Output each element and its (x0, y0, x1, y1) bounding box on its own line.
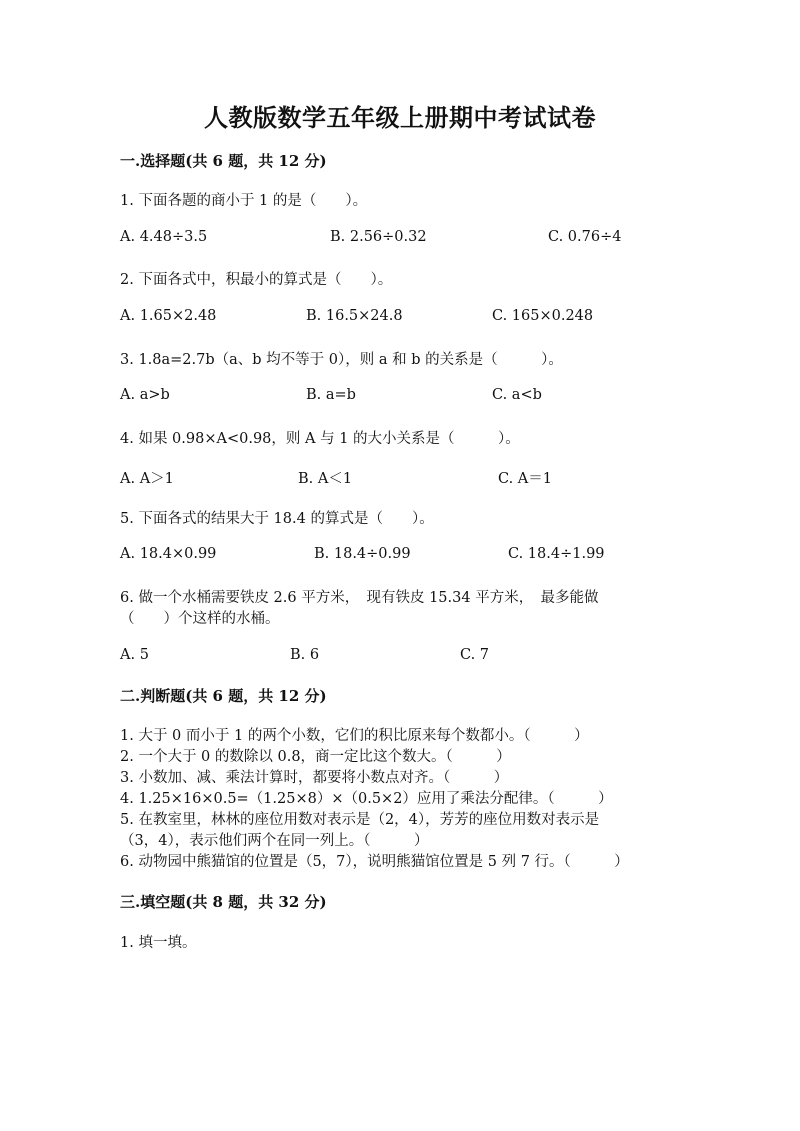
option-c: C. 7 (460, 647, 490, 663)
section-heading-true-false: 二.判断题(共 6 题，共 12 分) (120, 687, 327, 705)
option-b: B. a=b (306, 387, 356, 403)
question-stem: 6. 做一个水桶需要铁皮 2.6 平方米， 现有铁皮 15.34 平方米， 最多能做 (120, 590, 599, 606)
option-b: B. 16.5×24.8 (306, 308, 403, 324)
question-stem: 2. 下面各式中，积最小的算式是（ ）。 (120, 272, 393, 288)
option-c: C. 0.76÷4 (548, 229, 622, 245)
option-a: A. a>b (120, 387, 170, 403)
option-a: A. 1.65×2.48 (120, 308, 217, 324)
true-false-item: 4. 1.25×16×0.5=（1.25×8）×（0.5×2）应用了乘法分配律。（ ） (120, 791, 613, 807)
page-title: 人教版数学五年级上册期中考试试卷 (204, 103, 596, 132)
option-c: C. a<b (492, 387, 542, 403)
section-heading-fill-in: 三.填空题(共 8 题，共 32 分) (120, 893, 327, 911)
option-b: B. A＜1 (298, 471, 353, 487)
true-false-item: 1. 大于 0 而小于 1 的两个小数，它们的积比原来每个数都小。（ ） (120, 728, 589, 744)
true-false-item: 6. 动物园中熊猫馆的位置是（5，7），说明熊猫馆位置是 5 列 7 行。（ ） (120, 854, 629, 870)
true-false-item-continued: （3，4），表示他们两个在同一列上。（ ） (120, 833, 429, 849)
question-stem: 3. 1.8a=2.7b（a、b 均不等于 0），则 a 和 b 的关系是（ ）。 (120, 352, 563, 368)
option-b: B. 18.4÷0.99 (314, 546, 411, 562)
option-b: B. 2.56÷0.32 (330, 229, 427, 245)
option-b: B. 6 (290, 647, 320, 663)
section-heading-multiple-choice: 一.选择题(共 6 题，共 12 分) (120, 152, 327, 170)
question-stem: 5. 下面各式的结果大于 18.4 的算式是（ ）。 (120, 511, 434, 527)
true-false-item: 2. 一个大于 0 的数除以 0.8，商一定比这个数大。（ ） (120, 749, 511, 765)
option-a: A. 5 (120, 647, 149, 663)
option-a: A. A＞1 (120, 471, 174, 487)
true-false-item: 5. 在教室里，林林的座位用数对表示是（2，4），芳芳的座位用数对表示是 (120, 812, 600, 828)
question-stem: 1. 下面各题的商小于 1 的是（ ）。 (120, 193, 368, 209)
question-stem: 4. 如果 0.98×A<0.98，则 A 与 1 的大小关系是（ ）。 (120, 431, 520, 447)
true-false-item: 3. 小数加、减、乘法计算时，都要将小数点对齐。（ ） (120, 770, 509, 786)
option-a: A. 18.4×0.99 (120, 546, 217, 562)
question-stem-continued: （ ）个这样的水桶。 (120, 611, 280, 627)
option-c: C. 18.4÷1.99 (508, 546, 605, 562)
option-c: C. A＝1 (498, 471, 552, 487)
question-stem: 1. 填一填。 (120, 935, 197, 951)
option-a: A. 4.48÷3.5 (120, 229, 208, 245)
option-c: C. 165×0.248 (492, 308, 594, 324)
